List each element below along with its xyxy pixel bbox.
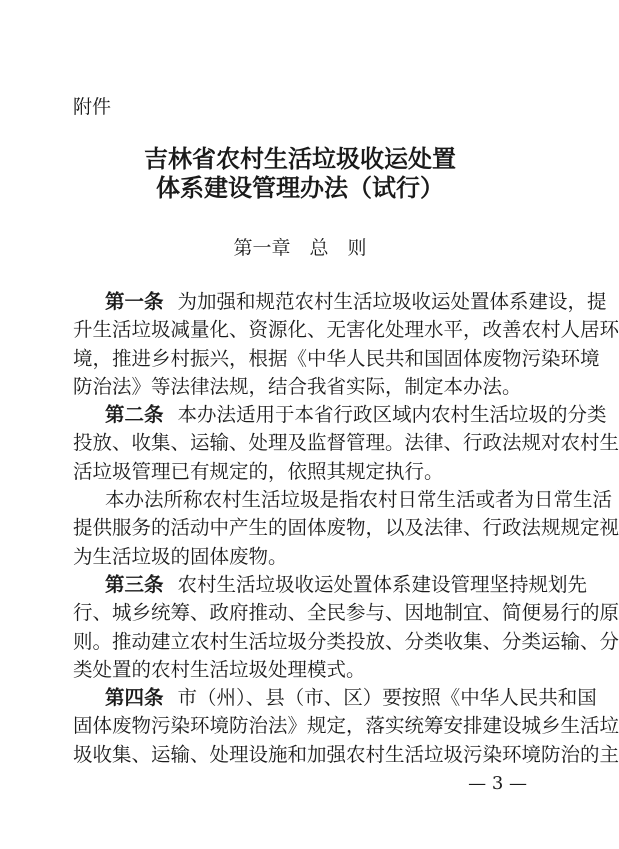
line-text: 类处置的农村生活垃圾处理模式。	[73, 657, 366, 681]
document-title-line-2: 体系建设管理办法（试行）	[156, 173, 444, 202]
text-line	[73, 514, 619, 542]
paragraph	[73, 486, 619, 571]
article-number: 第三条	[105, 572, 164, 596]
text-line	[73, 712, 619, 740]
line-text: 固体废物污染环境防治法》规定，落实统筹安排建设城乡生活垃	[73, 714, 619, 738]
text-line	[73, 288, 607, 316]
article-number: 第二条	[105, 403, 164, 427]
paragraph	[73, 401, 619, 486]
text-line	[73, 628, 619, 656]
text-line	[73, 316, 619, 344]
text-line	[73, 373, 527, 401]
line-text: 则。推动建立农村生活垃圾分类投放、分类收集、分类运输、分	[73, 629, 619, 653]
line-text: 境，推进乡村振兴，根据《中华人民共和国固体废物污染环境	[73, 346, 600, 370]
text-line	[73, 599, 619, 627]
text-line	[73, 656, 527, 684]
page-number: — 3 —	[468, 773, 527, 794]
paragraph	[73, 571, 619, 684]
text-line	[73, 684, 597, 712]
line-text: 市（州）、县（市、区）要按照《中华人民共和国	[177, 686, 597, 710]
text-line	[73, 741, 619, 769]
paragraph	[73, 684, 619, 769]
text-line	[73, 345, 600, 373]
line-text: 为生活垃圾的固体废物。	[73, 544, 288, 568]
article-number: 第四条	[105, 686, 164, 710]
paragraph	[73, 288, 619, 401]
line-text: 农村生活垃圾收运处置体系建设管理坚持规划先	[177, 572, 588, 596]
line-text: 防治法》等法律法规，结合我省实际，制定本办法。	[73, 374, 522, 398]
line-text: 行、城乡统筹、政府推动、全民参与、因地制宜、简便易行的原	[73, 601, 619, 625]
text-line	[73, 543, 527, 571]
line-text: 本办法所称农村生活垃圾是指农村日常生活或者为日常生活	[105, 488, 613, 512]
article-number: 第一条	[105, 290, 164, 313]
line-text: 本办法适用于本省行政区域内农村生活垃圾的分类	[177, 403, 607, 427]
line-text: 圾收集、运输、处理设施和加强农村生活垃圾污染环境防治的主	[73, 742, 619, 766]
line-text: 升生活垃圾减量化、资源化、无害化处理水平，改善农村人居环	[73, 318, 619, 342]
attachment-label: 附件	[73, 96, 112, 118]
text-line	[73, 401, 607, 429]
document-title-line-1: 吉林省农村生活垃圾收运处置	[144, 144, 456, 173]
line-text: 提供服务的活动中产生的固体废物，以及法律、行政法规规定视	[73, 516, 619, 540]
document-body	[73, 288, 619, 769]
text-line	[73, 571, 588, 599]
text-line	[73, 486, 613, 514]
chapter-heading: 第一章 总 则	[233, 237, 367, 259]
text-line	[73, 429, 619, 457]
line-text: 为加强和规范农村生活垃圾收运处置体系建设，提	[177, 290, 607, 313]
text-line	[73, 458, 527, 486]
line-text: 投放、收集、运输、处理及监督管理。法律、行政法规对农村生	[73, 431, 619, 455]
line-text: 活垃圾管理已有规定的，依照其规定执行。	[73, 459, 444, 483]
